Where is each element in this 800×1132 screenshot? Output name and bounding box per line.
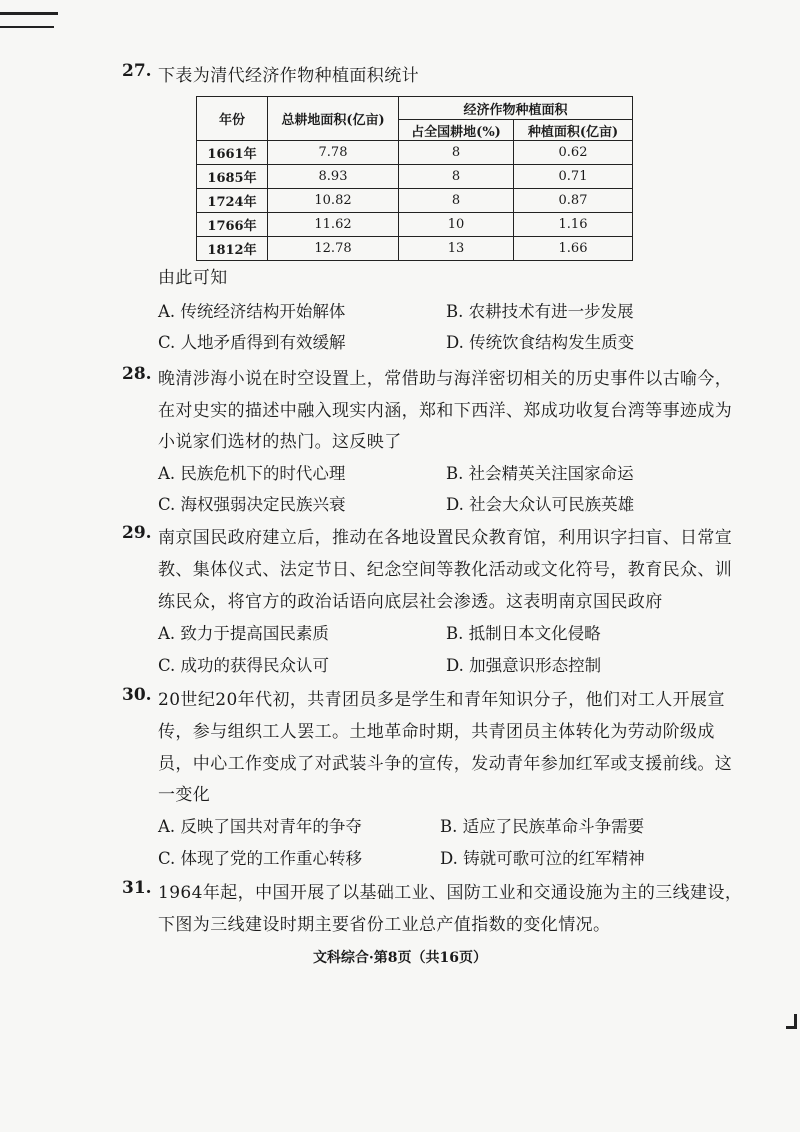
option-c[interactable]: C. 成功的获得民众认可 bbox=[158, 656, 330, 675]
header-year: 年份 bbox=[197, 97, 268, 141]
option-b[interactable]: B. 社会精英关注国家命运 bbox=[446, 464, 634, 483]
question-line: 1964年起，中国开展了以基础工业、国防工业和交通设施为主的三线建设， bbox=[158, 883, 743, 903]
option-d[interactable]: D. 加强意识形态控制 bbox=[446, 656, 602, 675]
header-cash-crop-area: 经济作物种植面积 bbox=[399, 97, 633, 120]
cell-year: 1661年 bbox=[197, 141, 268, 165]
cell-year: 1685年 bbox=[197, 165, 268, 189]
option-b[interactable]: B. 适应了民族革命斗争需要 bbox=[440, 817, 645, 836]
question-line: 员，中心工作变成了对武装斗争的宣传，发动青年参加红军或支援前线。这 bbox=[158, 754, 733, 774]
cell-total: 12.78 bbox=[268, 237, 399, 261]
option-d[interactable]: D. 社会大众认可民族英雄 bbox=[446, 495, 635, 514]
cell-year: 1766年 bbox=[197, 213, 268, 237]
option-c[interactable]: C. 体现了党的工作重心转移 bbox=[158, 849, 363, 868]
question-number: 28. bbox=[122, 364, 152, 384]
cell-year: 1812年 bbox=[197, 237, 268, 261]
question-number: 30. bbox=[122, 685, 152, 705]
cell-total: 7.78 bbox=[268, 141, 399, 165]
cell-share: 8 bbox=[399, 165, 514, 189]
question-line: 练民众，将官方的政治话语向底层社会渗透。这表明南京国民政府 bbox=[158, 592, 663, 612]
question-number: 31. bbox=[122, 878, 152, 898]
option-a[interactable]: A. 民族危机下的时代心理 bbox=[158, 464, 346, 483]
cell-total: 8.93 bbox=[268, 165, 399, 189]
cell-share: 10 bbox=[399, 213, 514, 237]
cell-area: 0.62 bbox=[514, 141, 633, 165]
cell-share: 13 bbox=[399, 237, 514, 261]
option-a[interactable]: A. 反映了国共对青年的争夺 bbox=[158, 817, 362, 836]
question-tail: 由此可知 bbox=[158, 268, 228, 288]
corner-mark-top-left-2 bbox=[0, 26, 54, 28]
table-row bbox=[197, 165, 633, 189]
cell-area: 0.71 bbox=[514, 165, 633, 189]
table-row bbox=[197, 213, 633, 237]
cell-area: 1.16 bbox=[514, 213, 633, 237]
question-line: 传，参与组织工人罢工。土地革命时期，共青团员主体转化为劳动阶级成 bbox=[158, 722, 715, 742]
question-line: 在对史实的描述中融入现实内涵，郑和下西洋、郑成功收复台湾等事迹成为 bbox=[158, 401, 733, 421]
table-row bbox=[197, 237, 633, 261]
corner-mark-top-left bbox=[0, 12, 58, 15]
question-line: 下图为三线建设时期主要省份工业总产值指数的变化情况。 bbox=[158, 915, 611, 935]
option-b[interactable]: B. 抵制日本文化侵略 bbox=[446, 624, 601, 643]
cell-share: 8 bbox=[399, 141, 514, 165]
question-number: 27. bbox=[122, 61, 152, 81]
cell-total: 11.62 bbox=[268, 213, 399, 237]
question-line: 南京国民政府建立后，推动在各地设置民众教育馆，利用识字扫盲、日常宣 bbox=[158, 528, 733, 548]
cell-total: 10.82 bbox=[268, 189, 399, 213]
question-line: 一变化 bbox=[158, 785, 211, 805]
option-c[interactable]: C. 人地矛盾得到有效缓解 bbox=[158, 333, 346, 352]
header-planting-area: 种植面积(亿亩) bbox=[514, 120, 633, 141]
cell-year: 1724年 bbox=[197, 189, 268, 213]
question-stem: 下表为清代经济作物种植面积统计 bbox=[158, 66, 419, 86]
option-a[interactable]: A. 传统经济结构开始解体 bbox=[158, 302, 346, 321]
table-row bbox=[197, 189, 633, 213]
header-share: 占全国耕地(%) bbox=[399, 120, 514, 141]
cell-area: 1.66 bbox=[514, 237, 633, 261]
option-d[interactable]: D. 传统饮食结构发生质变 bbox=[446, 333, 635, 352]
question-line: 教、集体仪式、法定节日、纪念空间等教化活动或文化符号，教育民众、训 bbox=[158, 560, 733, 580]
cell-area: 0.87 bbox=[514, 189, 633, 213]
option-b[interactable]: B. 农耕技术有进一步发展 bbox=[446, 302, 634, 321]
question-line: 小说家们选材的热门。这反映了 bbox=[158, 432, 402, 452]
option-d[interactable]: D. 铸就可歌可泣的红军精神 bbox=[440, 849, 645, 868]
question-line: 晚清涉海小说在时空设置上，常借助与海洋密切相关的历史事件以古喻今， bbox=[158, 369, 733, 389]
planting-area-table bbox=[196, 96, 633, 261]
corner-mark-bottom-right-h bbox=[786, 1026, 797, 1029]
cell-share: 8 bbox=[399, 189, 514, 213]
question-line: 20世纪20年代初，共青团员多是学生和青年知识分子，他们对工人开展宣 bbox=[158, 690, 725, 710]
table-row bbox=[197, 141, 633, 165]
question-number: 29. bbox=[122, 523, 152, 543]
option-a[interactable]: A. 致力于提高国民素质 bbox=[158, 624, 329, 643]
option-c[interactable]: C. 海权强弱决定民族兴衰 bbox=[158, 495, 346, 514]
header-total-area: 总耕地面积(亿亩) bbox=[268, 97, 399, 141]
page-footer: 文科综合·第8页（共16页） bbox=[312, 950, 488, 966]
